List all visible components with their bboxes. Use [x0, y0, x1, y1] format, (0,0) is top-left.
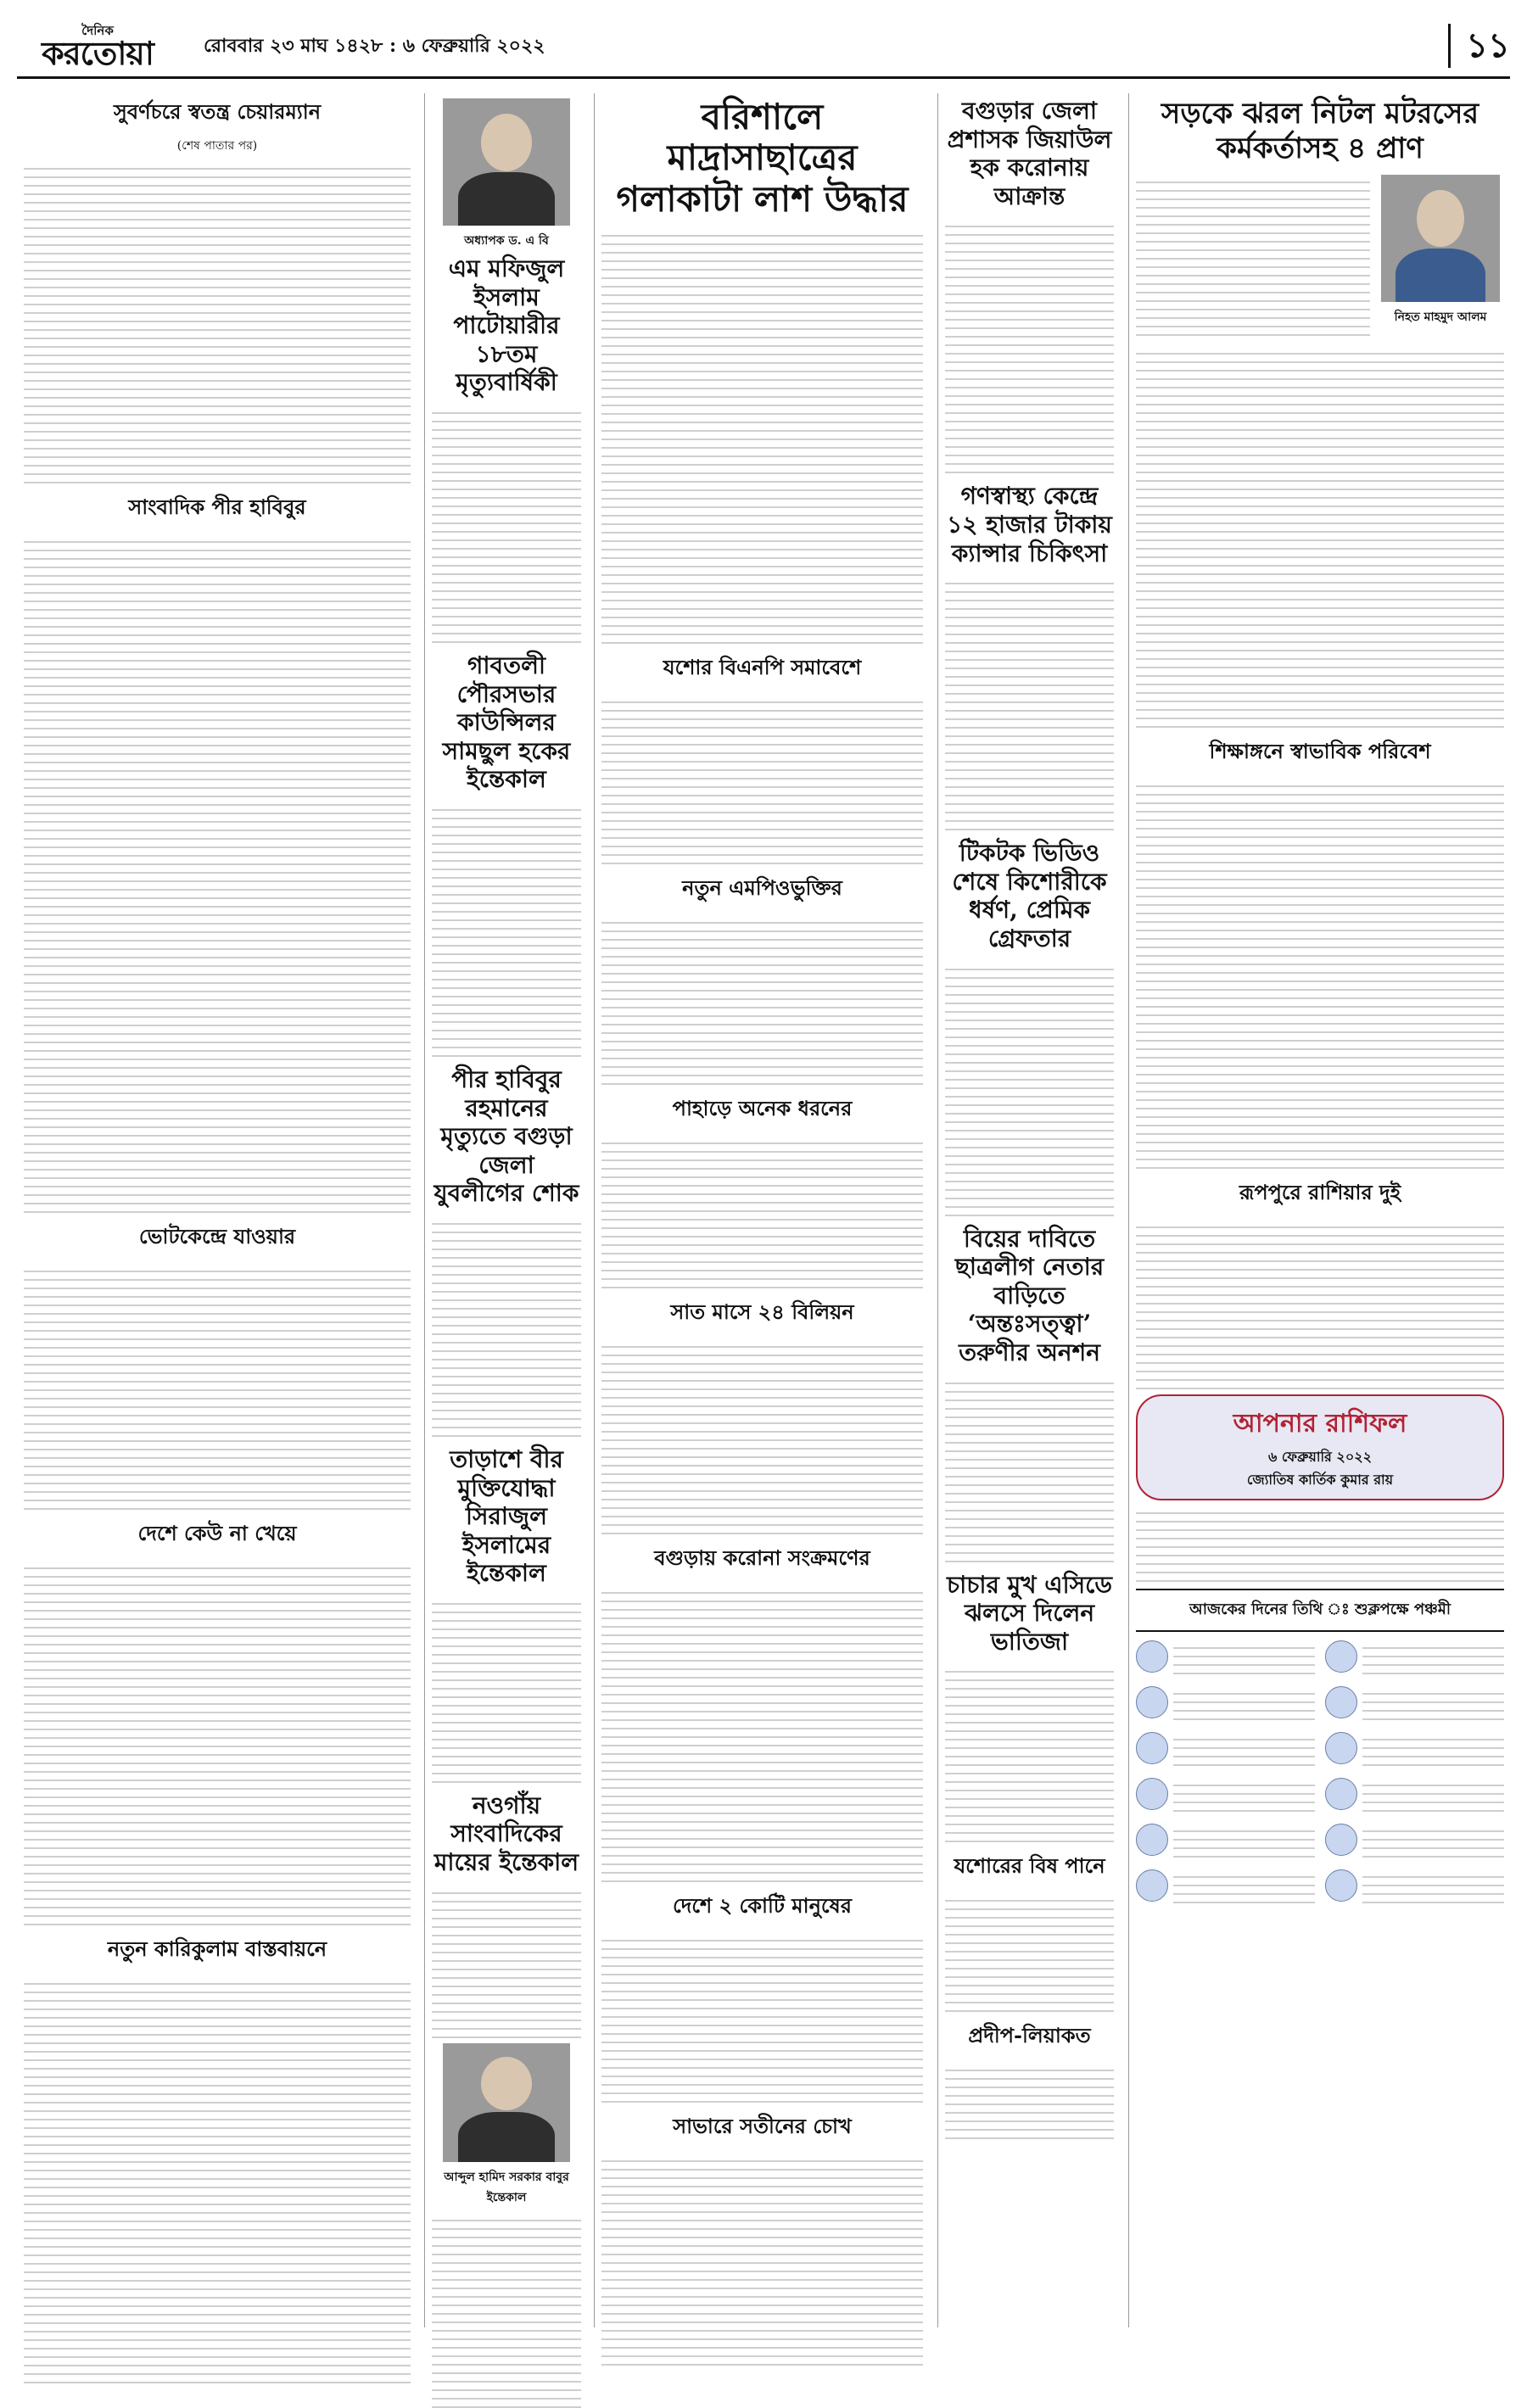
aries-icon	[1136, 1640, 1168, 1673]
article-body	[945, 962, 1114, 1216]
headline-5: নওগাঁয় সাংবাদিকের মায়ের ইন্তেকাল	[433, 1791, 579, 1877]
article-body	[601, 695, 923, 864]
article-body	[945, 219, 1114, 473]
horoscope-astrologer: জ্যোতিষ কার্তিক কুমার রায়	[1246, 1471, 1394, 1488]
headline-3: টিকটক ভিডিও শেষে কিশোরীকে ধর্ষণ, প্রেমিক গ্রেফতার	[952, 839, 1107, 953]
article-body	[945, 1893, 1114, 2012]
pisces-icon	[1325, 1869, 1357, 1902]
article-body	[24, 1976, 411, 2383]
article-body	[601, 1136, 923, 1288]
article-body	[24, 1264, 411, 1510]
zodiac-sign-entry	[1136, 1686, 1315, 1724]
zodiac-sign-grid	[1136, 1640, 1504, 1907]
newspaper-logo	[17, 19, 178, 75]
zodiac-sign-entry	[1325, 1869, 1504, 1907]
divider	[1136, 1630, 1504, 1632]
article-body	[1136, 346, 1504, 728]
column-3	[594, 93, 930, 2327]
article-body	[432, 405, 581, 643]
article-body	[601, 2154, 923, 2366]
headline-4: দেশে কেউ না খেয়ে	[137, 1521, 297, 1545]
article-body	[945, 1376, 1114, 1562]
victim-photo	[1381, 175, 1500, 302]
headline-6: বগুড়ায় করোনা সংক্রমণের	[654, 1545, 870, 1570]
horoscope-date: ৬ ফেব্রুয়ারি ২০২২	[1267, 1448, 1373, 1465]
divider	[1136, 1589, 1504, 1590]
zodiac-sign-entry	[1136, 1778, 1315, 1815]
taurus-icon	[1136, 1686, 1168, 1718]
logo-main-text: করতোয়া	[42, 33, 154, 72]
article-body	[432, 1886, 581, 2038]
sagittarius-icon	[1325, 1732, 1357, 1764]
article-body	[432, 2213, 581, 2408]
lead-headline: বরিশালে মাদ্রাসাছাত্রের গলাকাটা লাশ উদ্ধার	[616, 96, 909, 220]
article-body	[601, 915, 923, 1085]
column-5	[1128, 93, 1511, 2327]
headline-4: পাহাড়ে অনেক ধরনের	[672, 1095, 853, 1120]
photo-caption: আব্দুল হামিদ সরকার বাবুর ইন্তেকাল	[444, 2170, 569, 2204]
headline-1: এম মফিজুল ইসলাম পাটোয়ারীর ১৮তম মৃত্যুবার্ষিকী	[448, 254, 565, 397]
headline-3: পীর হাবিবুর রহমানের মৃত্যুতে বগুড়া জেলা যুবলীগের শোক	[433, 1064, 579, 1208]
article-body	[945, 1664, 1114, 1842]
article-body	[1136, 175, 1370, 336]
masthead	[17, 17, 1510, 79]
column-2	[424, 93, 588, 2327]
headline-3: নতুন এমপিওভুক্তির	[682, 874, 842, 900]
headline-2: যশোর বিএনপি সমাবেশে	[663, 654, 862, 679]
article-body	[601, 1339, 923, 1534]
article-body	[24, 161, 411, 483]
virgo-icon	[1136, 1869, 1168, 1902]
continued-label: (শেষ পাতার পর)	[176, 139, 258, 153]
horoscope-header	[1136, 1394, 1504, 1500]
headline-7: দেশে ২ কোটি মানুষের	[673, 1892, 852, 1918]
column-1	[17, 93, 417, 2327]
article-body	[24, 534, 411, 1213]
gemini-icon	[1136, 1732, 1168, 1764]
headline-6: যশোরের বিষ পানে	[954, 1853, 1105, 1879]
article-body	[601, 228, 923, 644]
article-body	[24, 1561, 411, 1925]
article-body	[432, 1596, 581, 1783]
horoscope-intro	[1136, 1506, 1504, 1582]
zodiac-sign-entry	[1136, 1640, 1315, 1678]
headline-5: সাত মাসে ২৪ বিলিয়ন	[670, 1299, 854, 1324]
zodiac-sign-entry	[1325, 1732, 1504, 1769]
headline-7: প্রদীপ-লিয়াকত	[968, 2023, 1091, 2048]
article-body	[1136, 1220, 1504, 1389]
article-body	[945, 576, 1114, 830]
headline-1: বগুড়ার জেলা প্রশাসক জিয়াউল হক করোনায় আক্রান্ত	[947, 97, 1112, 210]
headline-1: সুবর্ণচরে স্বতন্ত্র চেয়ারম্যান	[113, 99, 322, 124]
article-body	[601, 1585, 923, 1882]
scorpio-icon	[1325, 1686, 1357, 1718]
headline-2: সাংবাদিক পীর হাবিবুর	[128, 494, 306, 519]
horoscope-title: আপনার রাশিফল	[1233, 1408, 1407, 1439]
page-number: ১১	[1448, 24, 1510, 68]
headline-8: সাভারে সতীনের চোখ	[673, 2113, 852, 2138]
photo-caption: নিহত মাহমুদ আলম	[1394, 310, 1487, 324]
libra-icon	[1325, 1640, 1357, 1673]
portrait-photo	[443, 98, 570, 226]
headline-5: চাচার মুখ এসিডে ঝলসে দিলেন ভাতিজা	[947, 1570, 1112, 1656]
portrait-photo	[443, 2043, 570, 2162]
article-body	[1136, 779, 1504, 1169]
headline-4: বিয়ের দাবিতে ছাত্রলীগ নেতার বাড়িতে ‘অন্তঃসত্ত্বা’ তরুণীর অনশন	[954, 1224, 1105, 1366]
headline-5: নতুন কারিকুলাম বাস্তবায়নে	[107, 1936, 327, 1961]
capricorn-icon	[1325, 1778, 1357, 1810]
aquarius-icon	[1325, 1824, 1357, 1856]
zodiac-sign-entry	[1325, 1686, 1504, 1724]
headline-2: গণস্বাস্থ্য কেন্দ্রে ১২ হাজার টাকায় ক্যান্সার চিকিৎসা	[947, 482, 1112, 567]
headline-3: রূপপুরে রাশিয়ার দুই	[1239, 1179, 1401, 1204]
article-body	[601, 1933, 923, 2103]
zodiac-sign-entry	[1136, 1869, 1315, 1907]
article-body	[945, 2063, 1114, 2139]
column-4	[937, 93, 1121, 2327]
zodiac-sign-entry	[1136, 1732, 1315, 1769]
article-body	[432, 1216, 581, 1437]
headline-2: গাবতলী পৌরসভার কাউন্সিলর সামছুল হকের ইন্তেকাল	[442, 651, 571, 794]
headline-3: ভোটকেন্দ্রে যাওয়ার	[138, 1224, 296, 1249]
tithi-heading: আজকের দিনের তিথি ঃ শুক্লপক্ষে পঞ্চমী	[1189, 1600, 1451, 1618]
leo-icon	[1136, 1824, 1168, 1856]
dateline: রোববার ২৩ মাঘ ১৪২৮ : ৬ ফেব্রুয়ারি ২০২২	[204, 34, 545, 57]
headline-2: শিক্ষাঙ্গনে স্বাভাবিক পরিবেশ	[1209, 738, 1431, 763]
zodiac-sign-entry	[1325, 1778, 1504, 1815]
headline-4: তাড়াশে বীর মুক্তিযোদ্ধা সিরাজুল ইসলামের ইন্তেকাল	[450, 1444, 563, 1588]
logo-small-text: দৈনিক	[81, 22, 114, 38]
article-body	[432, 802, 581, 1057]
zodiac-sign-entry	[1136, 1824, 1315, 1861]
photo-caption: অধ্যাপক ড. এ বি	[464, 234, 549, 248]
zodiac-sign-entry	[1325, 1640, 1504, 1678]
cancer-icon	[1136, 1778, 1168, 1810]
zodiac-sign-entry	[1325, 1824, 1504, 1861]
headline-1: সড়কে ঝরল নিটল মটরসের কর্মকর্তাসহ ৪ প্রাণ	[1161, 97, 1479, 165]
